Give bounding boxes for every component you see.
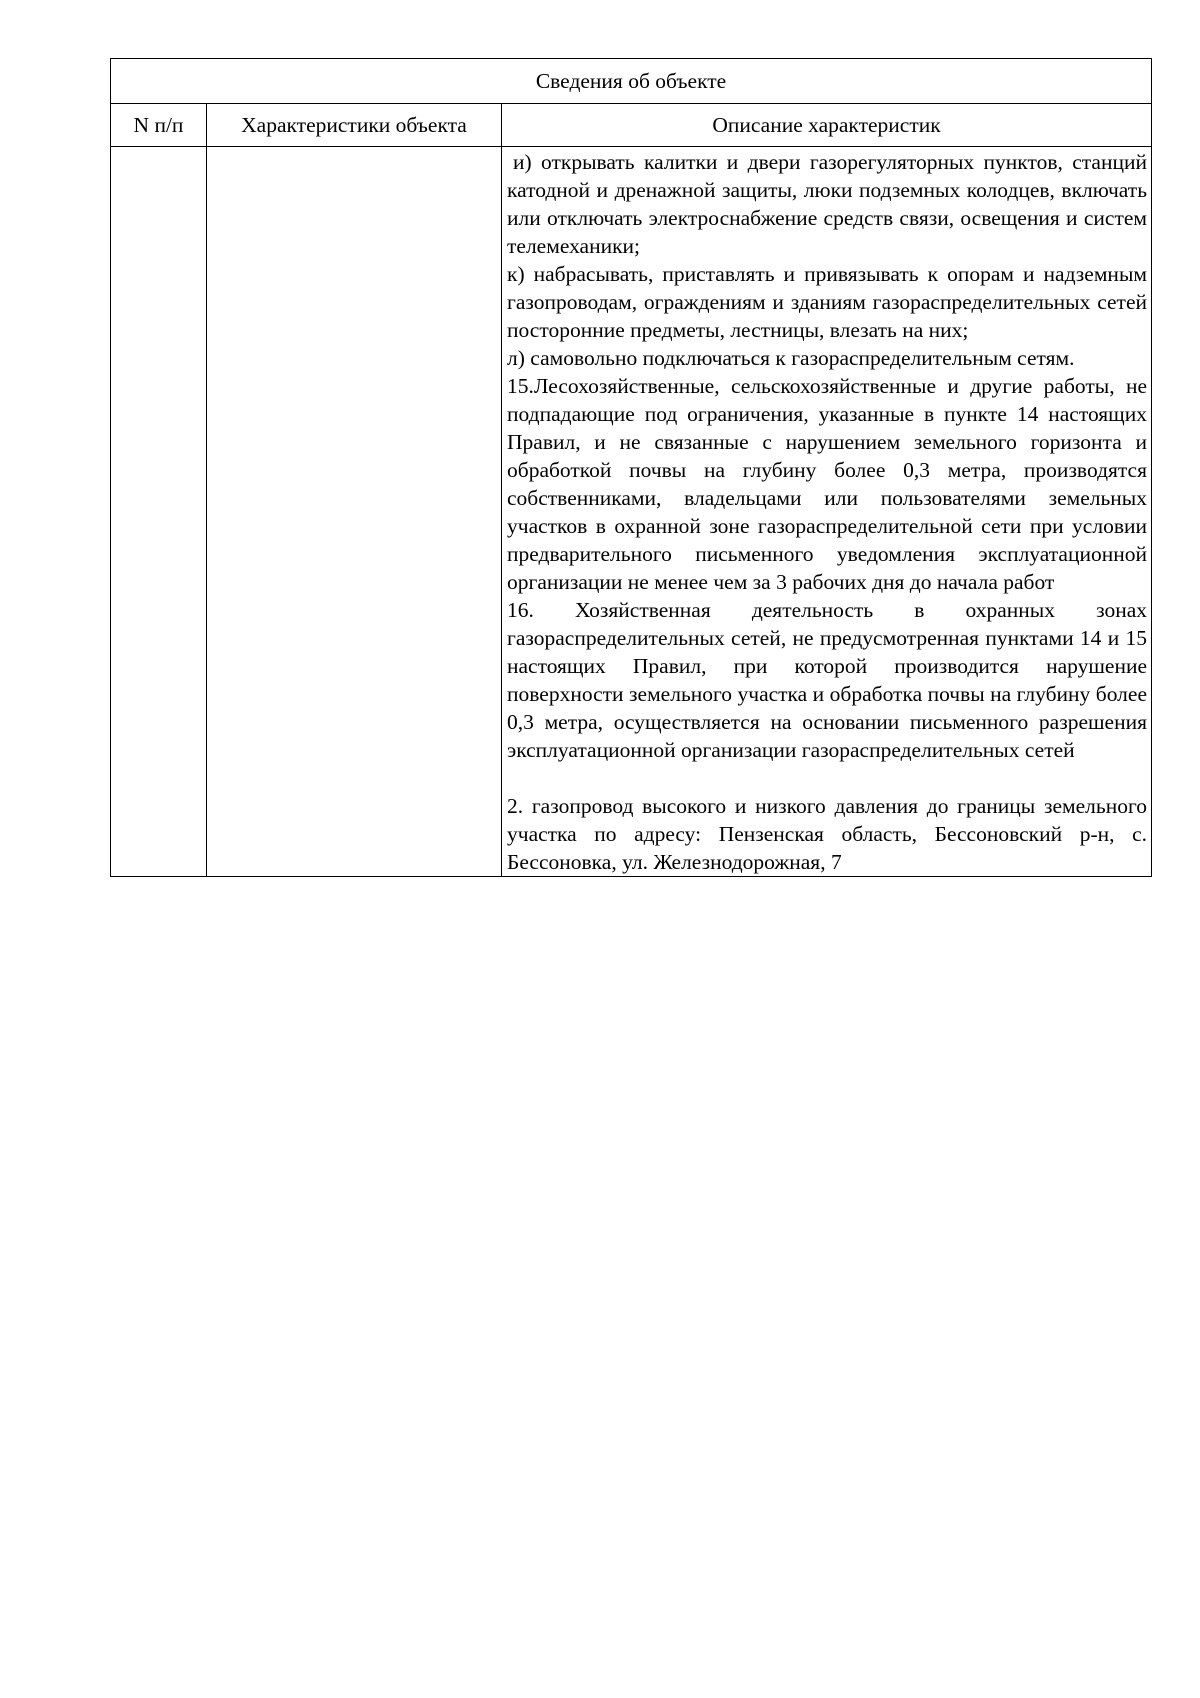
- header-characteristics: Характеристики объекта: [207, 104, 502, 147]
- row-description-cell: [502, 147, 1152, 877]
- table-row: [111, 147, 1152, 877]
- paragraph-l: л) самовольно подключаться к газораспределительным сетям.: [507, 346, 1075, 370]
- object-info-table: [110, 58, 1152, 877]
- header-num: N п/п: [111, 104, 207, 147]
- table-title-row: [111, 59, 1152, 104]
- row-num-cell: [111, 147, 207, 877]
- paragraph-16: 16. Хозяйственная деятельность в охранных зонах газораспределительных сетей, не предусмотренная пунктами 14 и 15 настоящих Правил, при которой производится нарушение поверхности земельного участка и обработка почвы на глубину более 0,3 метра, осуществляется на основании письменного разрешения эксплуатационной организации газораспределительных сетей: [507, 598, 1147, 762]
- row-characteristics-cell: [207, 147, 502, 877]
- paragraph-15: 15.Лесохозяйственные, сельскохозяйственные и другие работы, не подпадающие под ограничения, указанные в пункте 14 настоящих Правил, и не связанные с нарушением земельного горизонта и обработкой почвы на глубину более 0,3 метра, производятся собственниками, владельцами или пользователями земельных участков в охранной зоне газораспределительной сети при условии предварительного письменного уведомления эксплуатационной организации не менее чем за 3 рабочих дня до начала работ: [507, 374, 1147, 594]
- paragraph-k: к) набрасывать, приставлять и привязывать к опорам и надземным газопроводам, ограждениям и зданиям газораспределительных сетей посторонние предметы, лестницы, влезать на них;: [507, 262, 1147, 342]
- table-title: Сведения об объекте: [111, 59, 1152, 104]
- header-description: Описание характеристик: [502, 104, 1152, 147]
- paragraph-i: и) открывать калитки и двери газорегуляторных пунктов, станций катодной и дренажной защиты, люки подземных колодцев, включать или отключать электроснабжение средств связи, освещения и систем телемеханики;: [507, 150, 1147, 258]
- address-paragraph: 2. газопровод высокого и низкого давления до границы земельного участка по адресу: Пензенская область, Бессоновский р-н, с. Бессоновка, ул. Железнодорожная, 7: [507, 794, 1147, 874]
- paragraph-spacer: [507, 764, 1147, 792]
- table-header-row: [111, 104, 1152, 147]
